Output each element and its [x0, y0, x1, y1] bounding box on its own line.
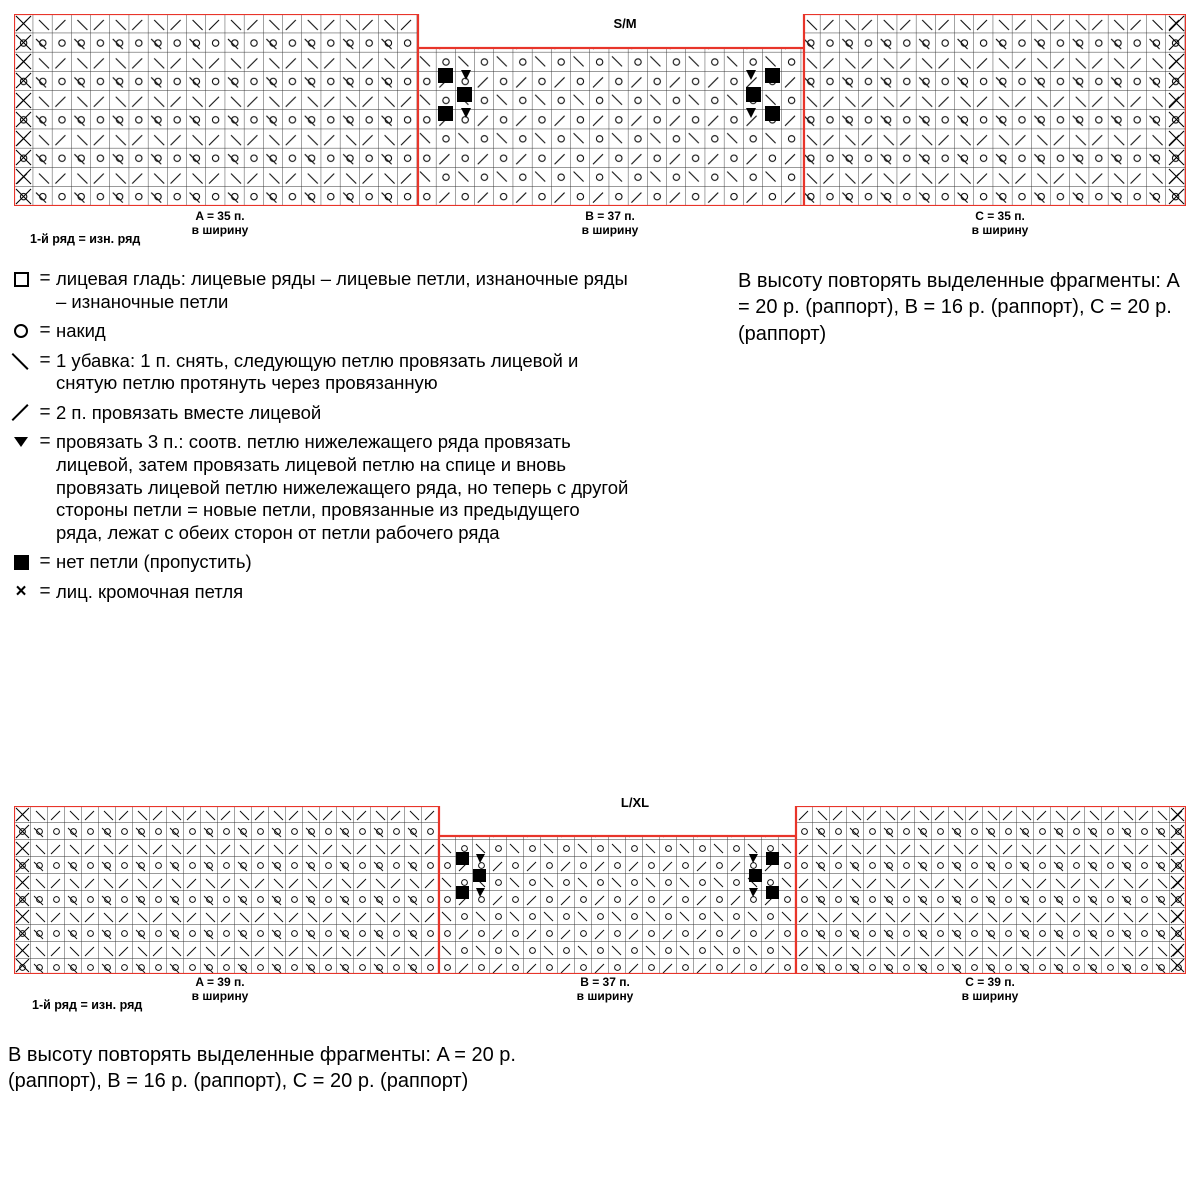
- legend-item-nostitch: [8, 551, 668, 574]
- chart-sm-section-a-line1: A = 35 п.: [195, 209, 245, 223]
- chart-lxl-section-b-line2: в ширину: [576, 988, 634, 1003]
- legend-equals: =: [39, 431, 51, 453]
- legend-item-k2tog: [8, 402, 668, 425]
- chart-sm-first-row-note: 1-й ряд = изн. ряд: [30, 232, 141, 246]
- chart-sm-section-c-measure: [935, 210, 1065, 238]
- chart-lxl-first-row-note: 1-й ряд = изн. ряд: [32, 998, 143, 1012]
- legend-equals: =: [39, 268, 51, 289]
- legend-item-knit: [8, 268, 668, 313]
- legend-label-k2tog: 2 п. провязать вместе лицевой: [56, 401, 322, 423]
- legend-label-nostitch: нет петли (пропустить): [56, 551, 252, 573]
- legend-item-selvedge: [8, 581, 668, 604]
- legend-label-knit: лицевая гладь: лицевые ряды – лицевые петли, изнаночные ряды – изнаночные петли: [56, 268, 628, 312]
- square-outline-icon: [8, 268, 34, 290]
- chart-lxl-grid: [14, 806, 1186, 974]
- legend-label-triple: провязать 3 п.: соотв. петлю нижележащего ряда провязать лицевой, затем провязать лицевой петлю на спице и вновь провязать лицевой петлю нижележащего ряда, но теперь с другой стороны петли = новые петли, провязанные из предыдущего ряда, лежат с обеих сторон от петли рабочего ряда: [56, 431, 629, 543]
- legend-equals: =: [39, 580, 51, 602]
- chart-lxl-grid-svg: [14, 806, 1186, 974]
- chart-lxl-section-a-line1: A = 39 п.: [195, 975, 245, 989]
- chart-sm-section-b-line1: B = 37 п.: [585, 209, 635, 223]
- square-filled-icon: [8, 551, 34, 573]
- circle-outline-icon: [8, 320, 34, 342]
- legend-label-ssk: 1 убавка: 1 п. снять, следующую петлю провязать лицевой и снятую петлю протянуть через провязанную: [56, 349, 579, 394]
- legend-equals: =: [39, 349, 51, 371]
- chart-sm-section-c-line2: в ширину: [971, 222, 1029, 237]
- legend-item-triple: [8, 431, 668, 544]
- chart-sm-section-c-line1: C = 35 п.: [975, 209, 1025, 223]
- legend-equals: =: [39, 551, 51, 573]
- legend-label-yarnover: накид: [56, 320, 106, 342]
- chart-lxl-section-c-line2: в ширину: [961, 988, 1019, 1003]
- legend-equals: =: [39, 320, 51, 342]
- chart-lxl-section-a-line2: в ширину: [191, 988, 249, 1003]
- chart-lxl-section-c-measure: [925, 976, 1055, 1004]
- chart-lxl-section-b-measure: [540, 976, 670, 1004]
- chart-sm-size-label: S/M: [613, 16, 637, 31]
- chart-sm-section-a-measure: [155, 210, 285, 238]
- chart-sm-grid-svg: [14, 14, 1186, 206]
- x-icon: ×: [15, 581, 27, 603]
- legend-item-ssk: [8, 350, 668, 395]
- chart-lxl: [0, 790, 1200, 1030]
- legend-label-selvedge: лиц. кромочная петля: [56, 580, 244, 602]
- chart-sm-section-b-line2: в ширину: [581, 222, 639, 237]
- chart-sm-section-b-measure: [545, 210, 675, 238]
- chart-lxl-size-label: L/XL: [620, 795, 650, 810]
- chart-sm-section-a-line2: в ширину: [191, 222, 249, 237]
- chart-lxl-section-c-line1: C = 39 п.: [965, 975, 1015, 989]
- triangle-down-icon: [8, 431, 34, 453]
- legend: [8, 268, 668, 610]
- legend-item-yarnover: [8, 320, 668, 343]
- chart-lxl-section-a-measure: [155, 976, 285, 1004]
- legend-equals: =: [39, 401, 51, 423]
- chart-sm-grid: [14, 14, 1186, 206]
- slash-icon: [8, 402, 34, 424]
- chart-lxl-repeat-note: В высоту повторять выделенные фрагменты: A = 20 р. (раппорт), B = 16 р. (раппорт), C = 20 р. (раппорт): [8, 1044, 516, 1093]
- chart-sm-repeat-note: В высоту повторять выделенные фрагменты: A = 20 р. (раппорт), B = 16 р. (раппорт), C = 20 р. (раппорт): [738, 270, 1179, 345]
- chart-lxl-section-b-line1: B = 37 п.: [580, 975, 630, 989]
- backslash-icon: [8, 350, 34, 372]
- chart-sm: [0, 0, 1200, 255]
